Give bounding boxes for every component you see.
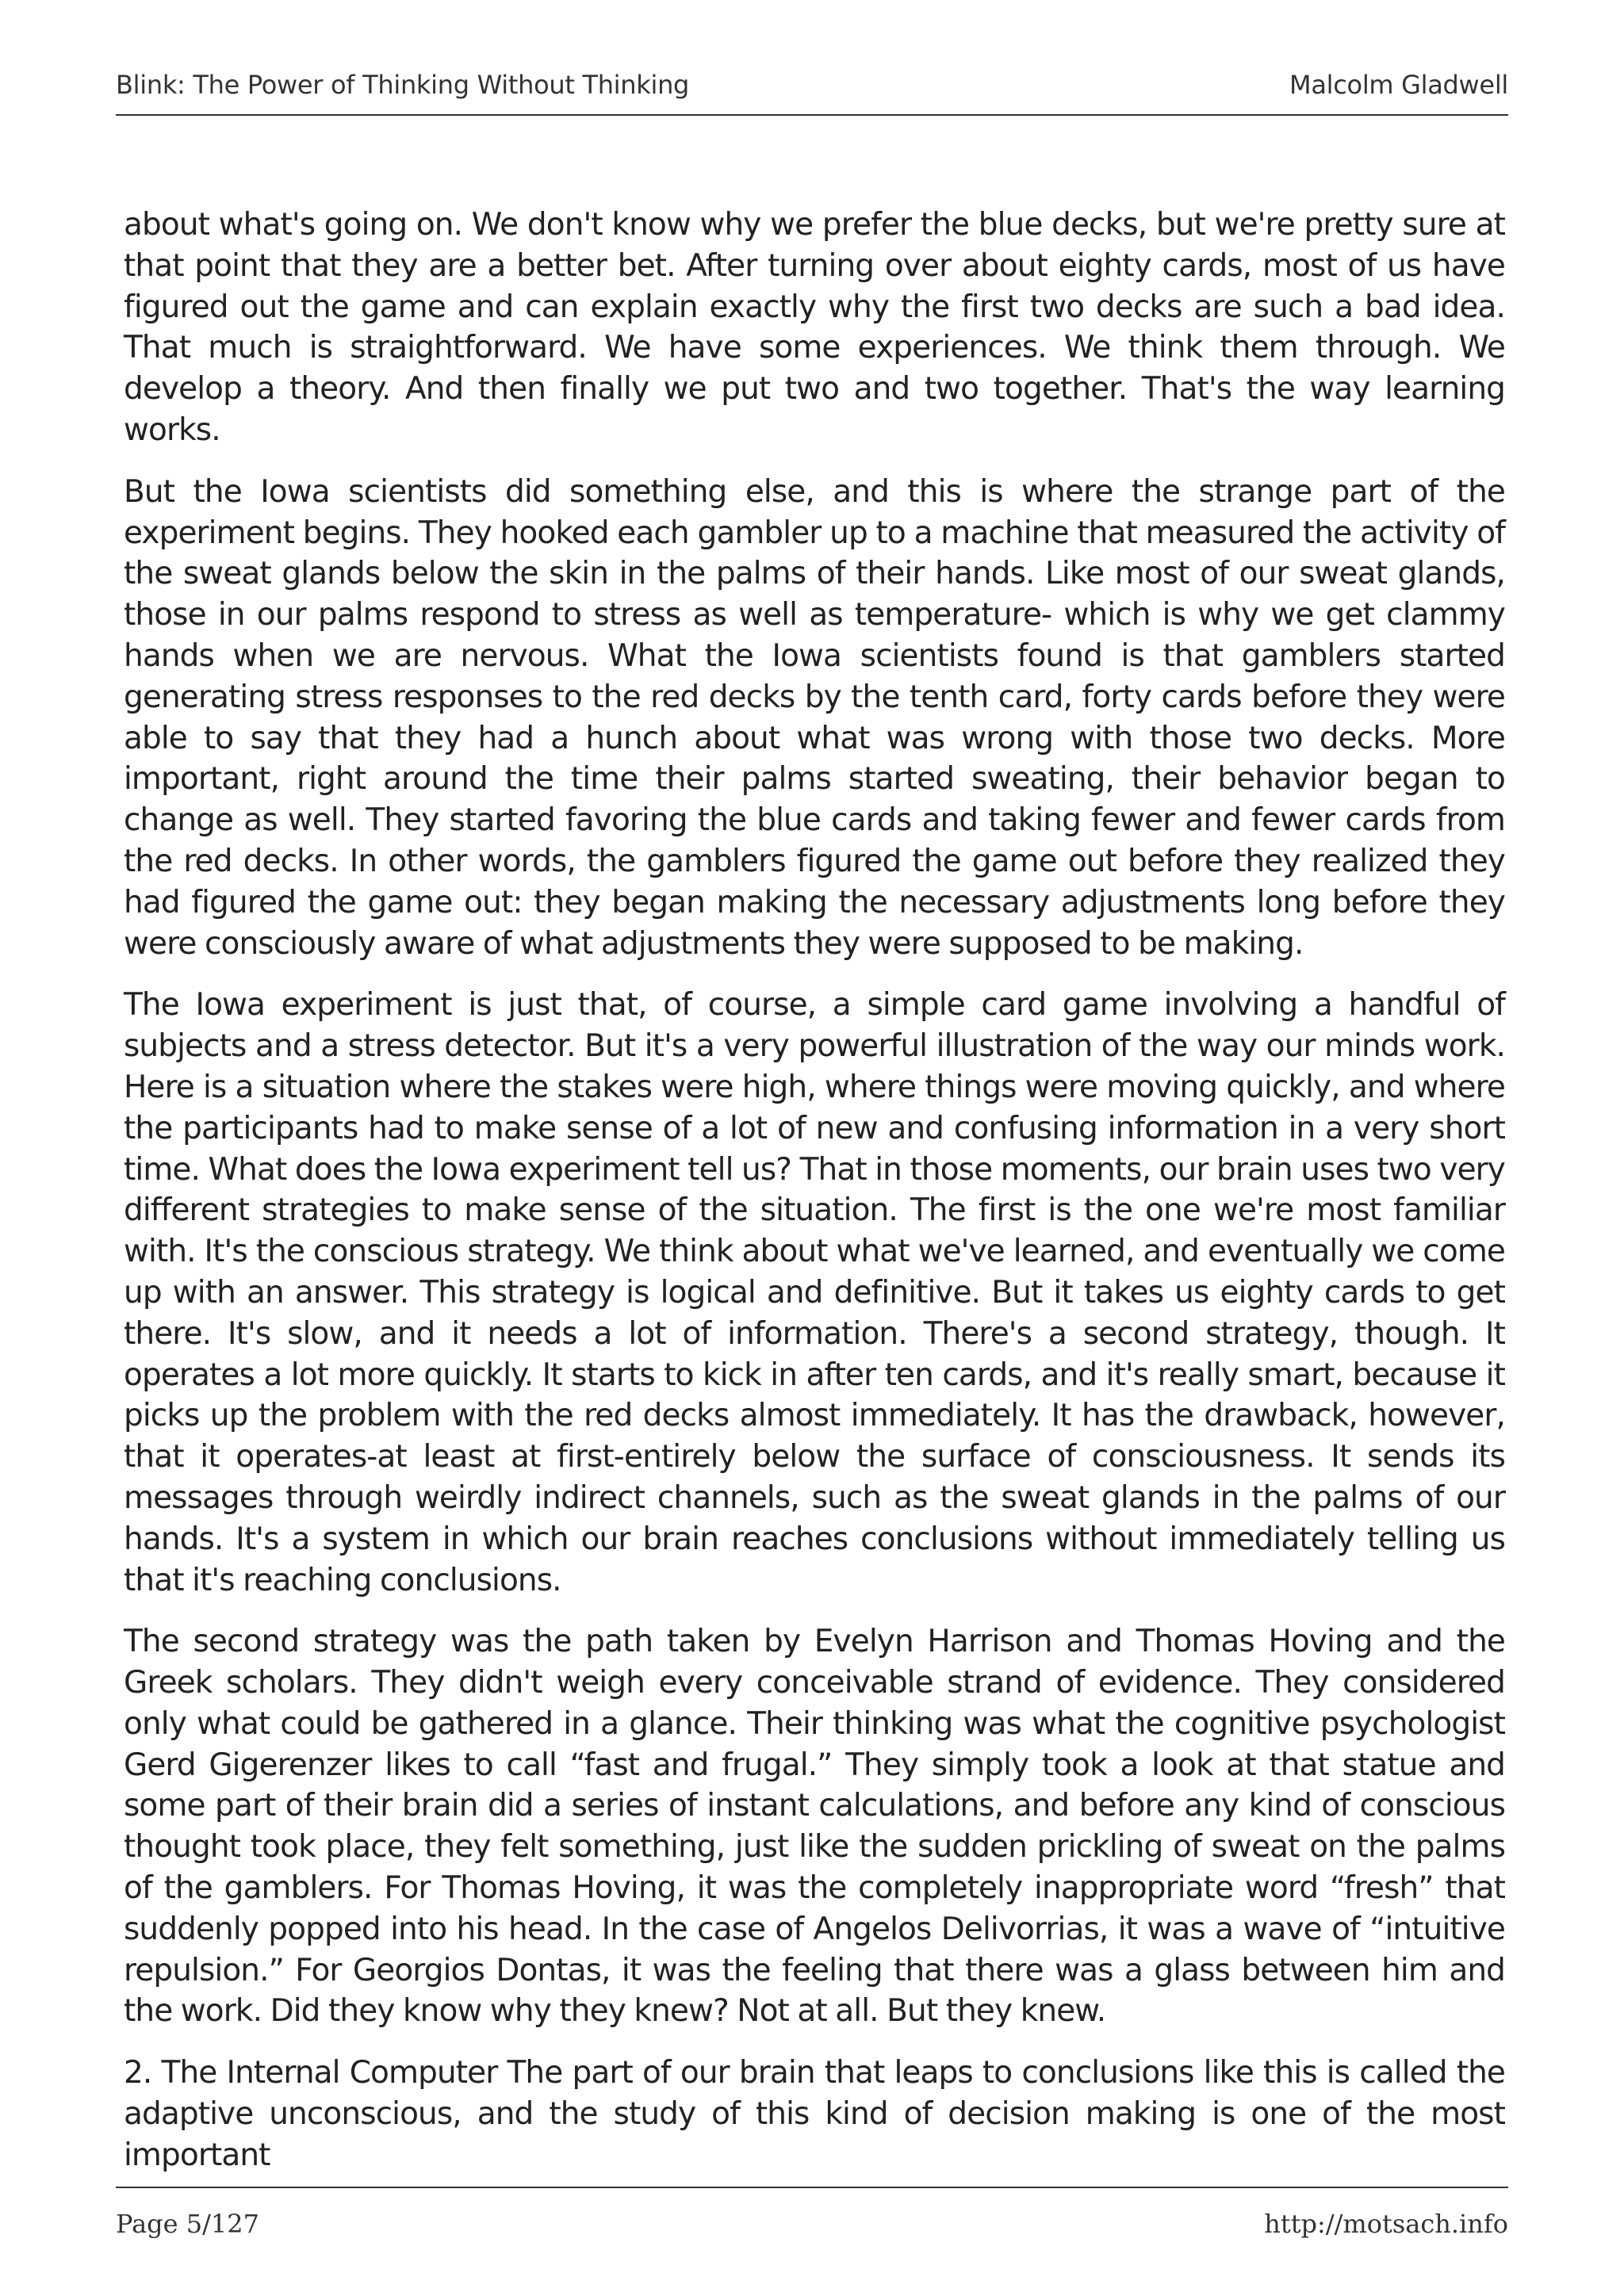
page-number: Page 5/127: [116, 2209, 259, 2239]
paragraph: The second strategy was the path taken by Evelyn Harrison and Thomas Hoving and the Greek scholars. They didn't weigh every conceivable strand of evidence. They considered only what could be gathered in a glance. Their thinking was what the cognitive psychologist Gerd Gigerenzer likes to call “fast and frugal.” They simply took a look at that statue and some part of their brain did a series of instant calculations, and before any kind of conscious thought took place, they felt something, just like the sudden prickling of sweat on the palms of the gamblers. For Thomas Hoving, it was the completely inappropriate word “fresh” that suddenly popped into his head. In the case of Angelos Delivorrias, it was a wave of “intuitive repulsion.” For Georgios Dontas, it was the feeling that there was a glass between him and the work. Did they know why they knew? Not at all. But they knew.: [124, 1624, 1505, 2030]
paragraph: about what's going on. We don't know why we prefer the blue decks, but we're pretty sure at that point that they are a better bet. After turning over about eighty cards, most of us have figured out the game and can explain exactly why the first two decks are such a bad idea. That much is straightforward. We have some experiences. We think them through. We develop a theory. And then finally we put two and two together. That's the way learning works.: [124, 207, 1505, 448]
body-text: [124, 205, 1505, 2197]
paragraph: 2. The Internal Computer The part of our brain that leaps to conclusions like this is called the adaptive unconscious, and the study of this kind of decision making is one of the most important: [124, 2055, 1505, 2173]
paragraph: The Iowa experiment is just that, of course, a simple card game involving a handful of subjects and a stress detector. But it's a very powerful illustration of the way our minds work. Here is a situation where the stakes were high, where things were moving quickly, and where the participants had to make sense of a lot of new and confusing information in a very short time. What does the Iowa experiment tell us? That in those moments, our brain uses two very different strategies to make sense of the situation. The first is the one we're most familiar with. It's the conscious strategy. We think about what we've learned, and eventually we come up with an answer. This strategy is logical and definitive. But it takes us eighty cards to get there. It's slow, and it needs a lot of information. There's a second strategy, though. It operates a lot more quickly. It starts to kick in after ten cards, and it's really smart, because it picks up the problem with the red decks almost immediately. It has the drawback, however, that it operates-at least at first-entirely below the surface of consciousness. It sends its messages through weirdly indirect channels, such as the sweat glands in the palms of our hands. It's a system in which our brain reaches conclusions without immediately telling us that it's reaching conclusions.: [124, 987, 1505, 1598]
running-footer: [116, 2187, 1508, 2239]
author-name: Malcolm Gladwell: [1289, 70, 1508, 100]
site-url: http://motsach.info: [1264, 2209, 1508, 2239]
paragraph: But the Iowa scientists did something else, and this is where the strange part of the experiment begins. They hooked each gambler up to a machine that measured the activity of the sweat glands below the skin in the palms of their hands. Like most of our sweat glands, those in our palms respond to stress as well as temperature- which is why we get clammy hands when we are nervous. What the Iowa scientists found is that gamblers started generating stress responses to the red decks by the tenth card, forty cards before they were able to say that they had a hunch about what was wrong with those two decks. More important, right around the time their palms started sweating, their behavior began to change as well. They started favoring the blue cards and taking fewer and fewer cards from the red decks. In other words, the gamblers figured the game out before they realized they had figured the game out: they began making the necessary adjustments long before they were consciously aware of what adjustments they were supposed to be making.: [124, 473, 1505, 962]
book-title: Blink: The Power of Thinking Without Thinking: [116, 70, 690, 100]
running-header: [116, 70, 1508, 116]
